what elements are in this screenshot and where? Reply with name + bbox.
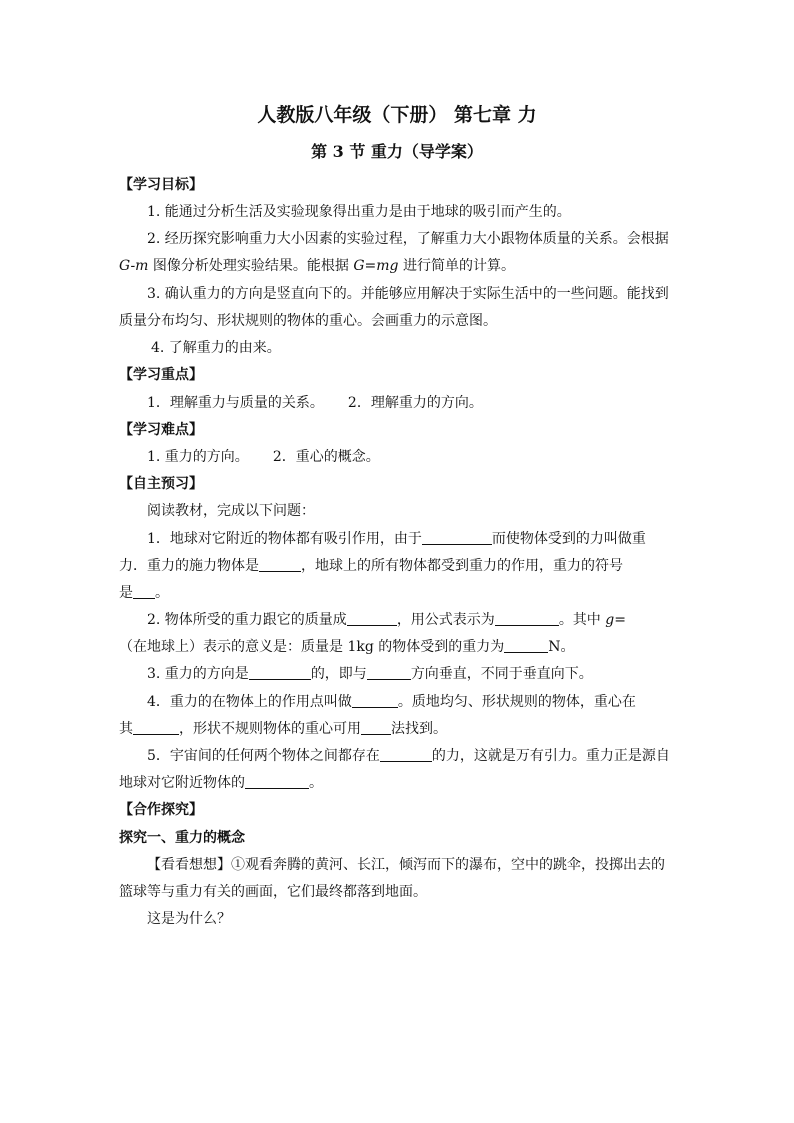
difficulties-heading: 【学习难点】	[119, 422, 203, 438]
question-2-line-1: 2. 物体所受的重力跟它的质量成 ，用公式表示为 。其中 g=	[147, 612, 626, 628]
question-3: 3. 重力的方向是 的，即与 方向垂直，不同于垂直向下。	[147, 666, 593, 682]
question-4-line-2: 其 ，形状不规则物体的重心可用 法找到。	[119, 721, 447, 737]
question-4-line-1: 4．重力的在物体上的作用点叫做 。质地均匀、形状规则的物体，重心在	[147, 694, 636, 710]
answer-blank[interactable]	[347, 611, 397, 626]
preview-intro: 阅读教材，完成以下问题：	[147, 503, 315, 519]
why-question: 这是为什么？	[147, 911, 231, 927]
formula-symbol: G=mg	[353, 258, 399, 274]
goal-2-line-1: 2. 经历探究影响重力大小因素的实验过程，了解重力大小跟物体质量的关系。会根据	[147, 231, 669, 247]
question-1-line-1: 1．地球对它附近的物体都有吸引作用，由于 而使物体受到的力叫做重	[147, 531, 646, 547]
look-think-line-1: 【看看想想】①观看奔腾的黄河、长江，倾泻而下的瀑布，空中的跳伞，投掷出去的	[147, 857, 665, 873]
answer-blank[interactable]	[361, 720, 391, 735]
answer-blank[interactable]	[367, 665, 411, 680]
preview-heading: 【自主预习】	[119, 476, 203, 492]
goal-4: 4. 了解重力的由来。	[151, 340, 281, 356]
answer-blank[interactable]	[249, 665, 311, 680]
look-think-line-2: 篮球等与重力有关的画面，它们最终都落到地面。	[119, 884, 427, 900]
question-5-line-2: 地球对它附近物体的 。	[119, 775, 323, 791]
answer-blank[interactable]	[245, 774, 309, 789]
goal-1: 1. 能通过分析生活及实验现象得出重力是由于地球的吸引而产生的。	[147, 204, 571, 220]
key-points-items: 1．理解重力与质量的关系。 2．理解重力的方向。	[147, 395, 483, 411]
question-1-line-2: 力．重力的施力物体是 ，地球上的所有物体都受到重力的作用，重力的符号	[119, 558, 623, 574]
key-points-heading: 【学习重点】	[119, 367, 203, 383]
answer-blank[interactable]	[259, 557, 301, 572]
cooperate-heading: 【合作探究】	[119, 802, 203, 818]
g-m-symbol: G-m	[119, 258, 149, 274]
page-title: 人教版八年级（下册） 第七章 力	[257, 104, 537, 126]
goal-3-line-2: 质量分布均匀、形状规则的物体的重心。会画重力的示意图。	[119, 313, 497, 329]
question-2-line-2: （在地球上）表示的意义是：质量是 1kg 的物体受到的重力为 N。	[119, 639, 575, 655]
question-1-line-3: 是 。	[119, 585, 169, 601]
answer-blank[interactable]	[352, 693, 398, 708]
question-5-line-1: 5．宇宙间的任何两个物体之间都存在 的力，这就是万有引力。重力正是源自	[147, 748, 670, 764]
answer-blank[interactable]	[504, 638, 548, 653]
answer-blank[interactable]	[380, 747, 432, 762]
goal-3-line-1: 3. 确认重力的方向是竖直向下的。并能够应用解决于实际生活中的一些问题。能找到	[147, 286, 669, 302]
answer-blank[interactable]	[422, 530, 492, 545]
difficulties-items: 1. 重力的方向。 2．重心的概念。	[147, 449, 380, 465]
goals-heading: 【学习目标】	[119, 177, 203, 193]
section-title: 第 3 节 重力（导学案）	[311, 142, 483, 161]
answer-blank[interactable]	[133, 720, 179, 735]
explore-1-heading: 探究一、重力的概念	[119, 830, 245, 846]
goal-2-line-2: G-m 图像分析处理实验结果。能根据 G=mg 进行简单的计算。	[119, 258, 515, 274]
answer-blank[interactable]	[495, 611, 559, 626]
answer-blank[interactable]	[133, 584, 155, 599]
